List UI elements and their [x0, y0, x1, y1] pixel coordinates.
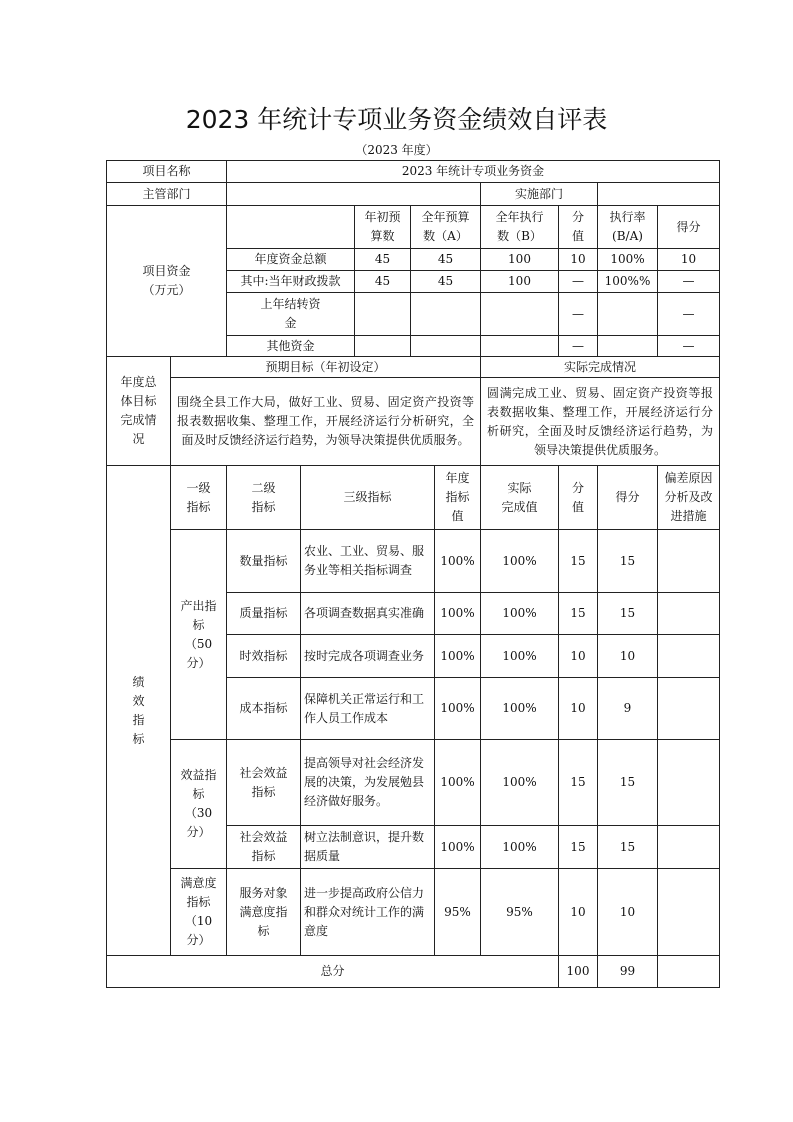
- perf-level3: [300, 868, 435, 956]
- funds-cell: [657, 248, 720, 271]
- perf-deviation: [657, 739, 720, 826]
- funds-cell: [354, 292, 411, 336]
- funds-row-label: [226, 335, 355, 357]
- funds-cell-text: 45: [374, 252, 391, 266]
- funds-section-label-text: 项目资金 （万元）: [142, 264, 191, 297]
- perf-level2-text: 时效指标: [239, 648, 288, 663]
- perf-score: [597, 739, 658, 826]
- funds-header-2: [480, 205, 559, 249]
- perf-level3: [300, 825, 435, 869]
- perf-score-text: 10: [619, 648, 636, 663]
- perf-group-label: [170, 868, 227, 956]
- perf-points-text: 10: [570, 648, 586, 663]
- funds-cell-text: 100: [508, 252, 531, 266]
- perf-deviation: [657, 868, 720, 956]
- perf-actual: [480, 677, 559, 740]
- goals-expected-text-text: 围绕全县工作大局，做好工业、贸易、固定资产投资等报表数据收集、整理工作，开展经济运行分析研究，全面及时反馈经济运行趋势，为领导决策提供优质服务。: [177, 395, 474, 447]
- project-name-value: [226, 160, 720, 183]
- funds-header-4: [597, 205, 658, 249]
- perf-score-text: 15: [619, 775, 636, 789]
- perf-level3-text: 各项调查数据真实准确: [304, 606, 425, 620]
- total-score: [597, 955, 658, 988]
- perf-deviation: [657, 592, 720, 635]
- perf-actual: [480, 529, 559, 593]
- funds-header-2-text: 全年执行 数（B）: [495, 210, 544, 243]
- perf-actual-text: 100%: [502, 553, 537, 568]
- perf-header-6-text: 得分: [615, 490, 640, 504]
- funds-row-label-text: 年度资金总额: [254, 252, 327, 266]
- perf-actual: [480, 868, 559, 956]
- perf-header-5: [558, 465, 598, 530]
- funds-cell: [410, 270, 481, 293]
- perf-points: [558, 529, 598, 593]
- funds-header-1: [410, 205, 481, 249]
- funds-cell-text: 100: [508, 274, 531, 288]
- perf-level3-text: 树立法制意识，提升数据质量: [304, 830, 425, 863]
- perf-target-text: 95%: [444, 904, 471, 919]
- total-score-text: 99: [619, 964, 636, 978]
- goals-expected-header-text: 预期目标（年初设定）: [265, 359, 386, 374]
- funds-cell-text: 45: [437, 274, 454, 288]
- perf-target: [434, 677, 481, 740]
- funds-row-label: [226, 248, 355, 271]
- funds-row-label-text: 其他资金: [266, 338, 315, 353]
- perf-header-4: [480, 465, 559, 530]
- perf-level3: [300, 592, 435, 635]
- goals-actual-text-text: 圆满完成工业、贸易、固定资产投资等报表数据收集、整理工作，开展经济运行分析研究，全面及时反馈经济运行趋势，为领导决策提供优质服务。: [487, 385, 713, 457]
- perf-target: [434, 868, 481, 956]
- funds-cell-text: —: [682, 274, 695, 288]
- funds-cell: [597, 335, 658, 357]
- perf-group-label-text: 效益指 标 （30 分）: [180, 768, 217, 839]
- perf-actual-text: 100%: [502, 606, 537, 620]
- total-points-text: 100: [566, 964, 590, 978]
- project-name-label: [106, 160, 227, 183]
- total-points: [558, 955, 598, 988]
- dept-value: [226, 182, 481, 206]
- funds-cell: [657, 292, 720, 336]
- impl-dept-value: [597, 182, 720, 206]
- perf-points: [558, 592, 598, 635]
- funds-cell-text: 10: [570, 252, 586, 266]
- perf-points-text: 15: [570, 553, 586, 568]
- funds-row-label: [226, 270, 355, 293]
- funds-header-1-text: 全年预算 数（A）: [421, 210, 470, 243]
- perf-level3-text: 按时完成各项调查业务: [304, 648, 425, 663]
- funds-header-4-text: 执行率 (B/A): [609, 210, 646, 243]
- goals-section-label: [106, 356, 171, 466]
- perf-level3-text: 进一步提高政府公信力和群众对统计工作的满意度: [304, 885, 425, 938]
- perf-score: [597, 529, 658, 593]
- perf-target: [434, 825, 481, 869]
- perf-level3: [300, 739, 435, 826]
- funds-cell: [558, 335, 598, 357]
- perf-score-text: 10: [619, 904, 636, 919]
- funds-cell-text: 45: [437, 252, 454, 266]
- perf-header-4-text: 实际 完成值: [501, 480, 538, 514]
- funds-cell: [354, 335, 411, 357]
- perf-points: [558, 677, 598, 740]
- perf-actual: [480, 825, 559, 869]
- funds-cell: [410, 248, 481, 271]
- perf-header-0-text: 一级 指标: [186, 480, 211, 514]
- perf-level3-text: 农业、工业、贸易、服务业等相关指标调查: [304, 544, 425, 577]
- perf-deviation: [657, 825, 720, 869]
- perf-points: [558, 825, 598, 869]
- perf-target-text: 100%: [440, 775, 475, 789]
- perf-target: [434, 634, 481, 678]
- perf-deviation: [657, 677, 720, 740]
- perf-score: [597, 634, 658, 678]
- perf-level3: [300, 529, 435, 593]
- goals-section-label-text: 年度总 体目标 完成情 况: [120, 375, 157, 446]
- funds-cell: [597, 248, 658, 271]
- funds-row-label: [226, 292, 355, 336]
- perf-score-text: 15: [619, 553, 636, 568]
- funds-cell: [558, 292, 598, 336]
- funds-cell: [410, 292, 481, 336]
- page-title: 2023 年统计专项业务资金绩效自评表: [185, 105, 608, 134]
- perf-section-label-text: 绩 效 指 标: [132, 674, 145, 746]
- perf-actual-text: 100%: [502, 648, 537, 663]
- perf-actual-text: 95%: [506, 904, 533, 919]
- goals-expected-text: [170, 377, 481, 466]
- perf-group-label: [170, 739, 227, 869]
- perf-points: [558, 868, 598, 956]
- perf-level2-text: 成本指标: [239, 701, 288, 715]
- perf-level2-text: 数量指标: [239, 553, 288, 568]
- perf-score-text: 15: [619, 606, 636, 620]
- funds-cell: [657, 270, 720, 293]
- total-label: [106, 955, 559, 988]
- perf-level2-text: 社会效益 指标: [239, 765, 288, 799]
- perf-target: [434, 739, 481, 826]
- perf-header-6: [597, 465, 658, 530]
- total-blank: [657, 955, 720, 988]
- perf-level3-text: 提高领导对社会经济发展的决策，为发展勉县经济做好服务。: [304, 756, 425, 808]
- funds-cell-text: 100%: [610, 252, 645, 266]
- perf-header-3: [434, 465, 481, 530]
- funds-cell-text: —: [682, 338, 695, 353]
- funds-cell: [480, 270, 559, 293]
- perf-points: [558, 634, 598, 678]
- perf-score-text: 15: [619, 839, 636, 854]
- perf-deviation: [657, 634, 720, 678]
- funds-cell: [354, 270, 411, 293]
- perf-group-label: [170, 529, 227, 740]
- perf-header-0: [170, 465, 227, 530]
- perf-actual-text: 100%: [502, 839, 537, 854]
- funds-row-label-text: 其中:当年财政拨款: [240, 274, 341, 288]
- funds-cell-text: —: [572, 338, 584, 353]
- perf-level2: [226, 634, 301, 678]
- perf-target-text: 100%: [440, 553, 475, 568]
- perf-header-1: [226, 465, 301, 530]
- perf-actual-text: 100%: [502, 701, 537, 715]
- funds-cell: [480, 335, 559, 357]
- perf-level2-text: 服务对象 满意度指 标: [239, 885, 288, 938]
- page-subtitle: （2023 年度）: [355, 143, 438, 157]
- perf-score: [597, 677, 658, 740]
- funds-header-5-text: 得分: [676, 219, 701, 234]
- perf-section-label: [106, 465, 171, 956]
- perf-points-text: 10: [570, 904, 586, 919]
- perf-level3: [300, 677, 435, 740]
- project-name-label-text: 项目名称: [142, 164, 191, 178]
- perf-header-3-text: 年度 指标 值: [445, 471, 470, 523]
- funds-header-0: [354, 205, 411, 249]
- funds-header-blank: [226, 205, 355, 249]
- perf-header-1-text: 二级 指标: [251, 480, 276, 514]
- funds-cell: [597, 270, 658, 293]
- perf-target-text: 100%: [440, 701, 475, 715]
- perf-level3-text: 保障机关正常运行和工作人员工作成本: [304, 691, 425, 725]
- perf-group-label-text: 满意度 指标 （10 分）: [180, 876, 217, 947]
- goals-expected-header: [170, 356, 481, 378]
- project-name-value-text: 2023 年统计专项业务资金: [401, 164, 545, 178]
- perf-target-text: 100%: [440, 648, 475, 663]
- perf-level3: [300, 634, 435, 678]
- impl-dept-label-text: 实施部门: [514, 186, 563, 201]
- perf-header-5-text: 分 值: [571, 480, 584, 514]
- perf-deviation: [657, 529, 720, 593]
- dept-label-text: 主管部门: [142, 186, 191, 201]
- funds-header-0-text: 年初预 算数: [364, 210, 401, 243]
- funds-cell-text: 100%%: [604, 274, 651, 288]
- perf-level2: [226, 825, 301, 869]
- perf-points-text: 10: [570, 701, 586, 715]
- perf-header-2-text: 三级指标: [343, 490, 392, 504]
- perf-header-2: [300, 465, 435, 530]
- funds-cell-text: —: [572, 306, 584, 321]
- perf-actual-text: 100%: [502, 775, 537, 789]
- funds-cell: [558, 270, 598, 293]
- goals-actual-text: [480, 377, 720, 466]
- funds-section-label: [106, 205, 227, 357]
- perf-score: [597, 825, 658, 869]
- total-label-text: 总分: [320, 964, 345, 978]
- dept-label: [106, 182, 227, 206]
- perf-header-7-text: 偏差原因 分析及改 进措施: [664, 471, 713, 523]
- funds-cell: [410, 335, 481, 357]
- perf-level2-text: 质量指标: [239, 606, 288, 620]
- impl-dept-label: [480, 182, 598, 206]
- perf-points-text: 15: [570, 775, 586, 789]
- perf-score: [597, 592, 658, 635]
- perf-level2-text: 社会效益 指标: [239, 830, 288, 863]
- perf-group-label-text: 产出指 标 （50 分）: [180, 598, 217, 670]
- funds-header-3-text: 分 值: [571, 210, 584, 243]
- funds-cell: [354, 248, 411, 271]
- perf-level2: [226, 529, 301, 593]
- perf-score: [597, 868, 658, 956]
- perf-level2: [226, 677, 301, 740]
- funds-cell-text: —: [682, 306, 695, 321]
- funds-header-5: [657, 205, 720, 249]
- goals-actual-header: [480, 356, 720, 378]
- goals-actual-header-text: 实际完成情况: [563, 359, 636, 374]
- perf-level2: [226, 739, 301, 826]
- funds-cell-text: —: [572, 274, 584, 288]
- perf-level2: [226, 868, 301, 956]
- perf-level2: [226, 592, 301, 635]
- perf-points-text: 15: [570, 839, 586, 854]
- perf-points: [558, 739, 598, 826]
- perf-target-text: 100%: [440, 606, 475, 620]
- funds-cell-text: 10: [680, 252, 697, 266]
- perf-target-text: 100%: [440, 839, 475, 854]
- funds-cell: [480, 292, 559, 336]
- perf-header-7: [657, 465, 720, 530]
- perf-score-text: 9: [623, 701, 632, 715]
- funds-cell: [657, 335, 720, 357]
- funds-header-3: [558, 205, 598, 249]
- funds-cell: [597, 292, 658, 336]
- perf-points-text: 15: [570, 606, 586, 620]
- perf-target: [434, 529, 481, 593]
- funds-cell-text: 45: [374, 274, 391, 288]
- perf-target: [434, 592, 481, 635]
- funds-cell: [480, 248, 559, 271]
- funds-cell: [558, 248, 598, 271]
- perf-actual: [480, 592, 559, 635]
- funds-row-label-text: 上年结转资 金: [260, 297, 321, 330]
- perf-actual: [480, 634, 559, 678]
- perf-actual: [480, 739, 559, 826]
